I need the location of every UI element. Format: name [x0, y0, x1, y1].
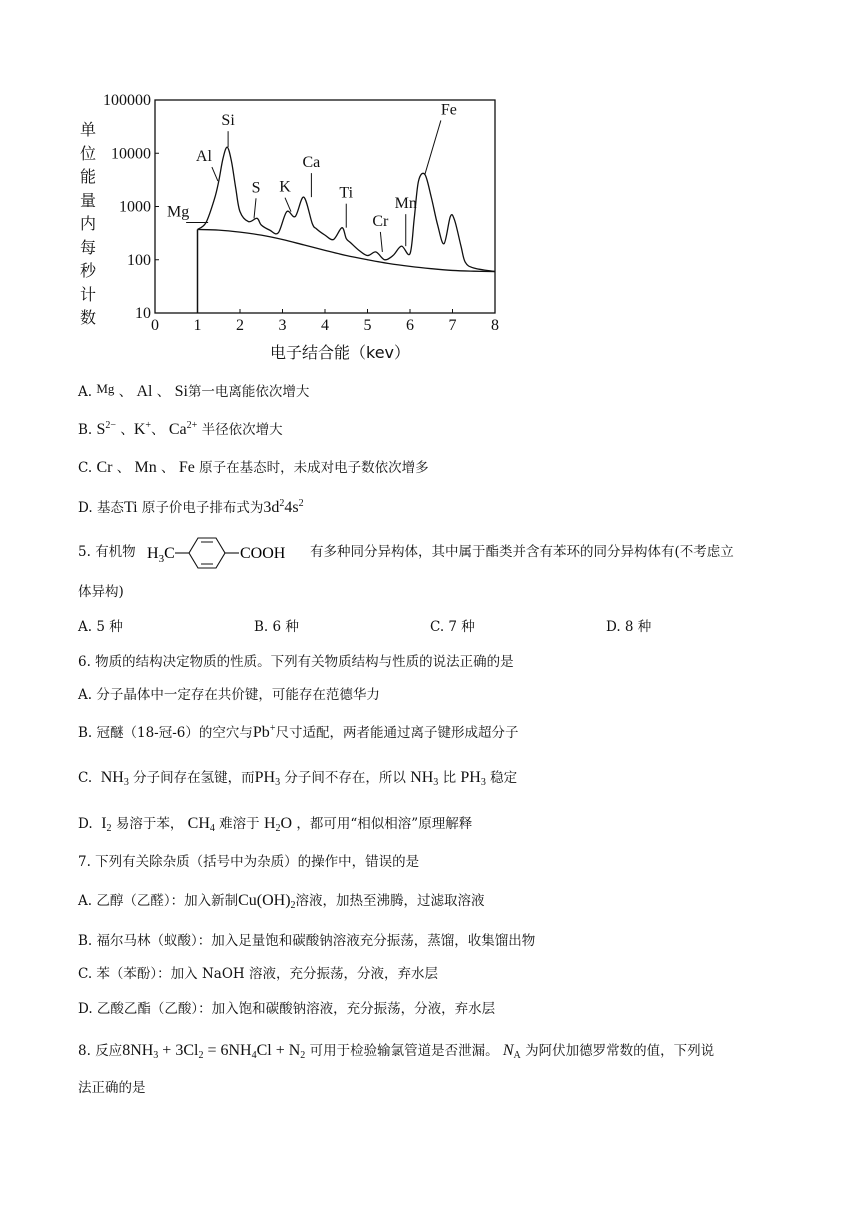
q4-option-a: A. Mg 、 Al 、 Si第一电离能依次增大: [78, 381, 310, 400]
q5-stem-cont: 有多种同分异构体，其中属于酯类并含有苯环的同分异构体有(不考虑立: [310, 544, 734, 560]
q6-stem: 6. 物质的结构决定物质的性质。下列有关物质结构与性质的说法正确的是: [78, 654, 514, 670]
x-tick-label: 2: [236, 317, 244, 334]
x-tick-label: 5: [363, 317, 372, 334]
q6-option-a: A. 分子晶体中一定存在共价键，可能存在范德华力: [78, 687, 380, 703]
q5-stem-end: 体异构): [78, 584, 124, 600]
y-tick-label: 100: [127, 251, 151, 269]
q5-option-a: A. 5 种: [78, 619, 123, 635]
q5-option-b: B. 6 种: [254, 619, 299, 635]
q4-option-d: D. 基态Ti 原子价电子排布式为$3d^24s^2$: [78, 498, 304, 516]
y-tick-label: 10: [135, 305, 151, 322]
q7-option-b: B. 福尔马林（蚁酸）：加入足量饱和碳酸钠溶液充分振荡，蒸馏，收集馏出物: [78, 933, 536, 949]
element-annotation: Mn: [394, 195, 417, 213]
x-tick-label: 3: [278, 317, 287, 334]
background-curve: [198, 229, 496, 271]
q6-option-d: D. $I_2$ 易溶于苯， $CH_4$ 难溶于 $H_2O$ ，都可用“相似相溶”原理解释: [78, 815, 473, 834]
element-annotation: K: [279, 178, 291, 196]
p-toluic-acid-structure: [147, 536, 307, 570]
y-axis-label: 单位能量内每秒计数: [79, 120, 96, 327]
q8-stem: 8. 反应$8NH_3 + 3Cl_2 = 6NH_4Cl + N_2$ 可用于检验输氯管道是否泄漏。 $N_A$ 为阿伏加德罗常数的值，下列说: [78, 1042, 715, 1061]
q5-option-c: C. 7 种: [430, 619, 475, 635]
x-tick-label: 8: [491, 317, 499, 334]
x-tick-label: 6: [406, 317, 414, 334]
xray-spectrum-chart: [70, 85, 510, 345]
x-axis-label: 电子结合能（kev）: [270, 343, 411, 362]
x-tick-label: 1: [193, 317, 202, 334]
q7-option-d: D. 乙酸乙酯（乙酸）：加入饱和碳酸钠溶液，充分振荡，分液，弃水层: [78, 1001, 496, 1017]
svg-text:H3C: $H_3C$: [147, 545, 175, 565]
element-annotation: Ti: [339, 184, 354, 202]
q7-option-c: C. 苯（苯酚）：加入 NaOH 溶液，充分振荡，分液，弃水层: [78, 966, 438, 982]
q6-option-c: C. $NH_3$ 分子间存在氢键，而$PH_3$ 分子间不存在，所以 $NH_3$ 比 $PH_3$ 稳定: [78, 769, 518, 788]
y-tick-label: 1000: [119, 198, 151, 216]
q5-option-d: D. 8 种: [606, 619, 652, 635]
element-annotation: Cr: [372, 212, 389, 230]
plot-frame: [155, 100, 495, 313]
q4-option-b: B. $S^{2-}$ 、K+、 $Ca^{2+}$ 半径依次增大: [78, 420, 283, 438]
q8-stem-end: 法正确的是: [78, 1080, 146, 1096]
q4-option-c: C. Cr 、 Mn 、 Fe 原子在基态时，未成对电子数依次增多: [78, 459, 429, 476]
annotation-leader: [212, 167, 218, 181]
x-tick-label: 4: [321, 317, 329, 334]
element-annotation: Si: [221, 112, 235, 130]
annotation-leader: [425, 120, 441, 174]
y-tick-label: 100000: [103, 92, 151, 109]
annotation-leader: [285, 198, 291, 212]
q5-stem: 5. 有机物: [78, 544, 136, 560]
svg-text:COOH: COOH: [240, 545, 286, 562]
element-annotation: Fe: [440, 101, 457, 119]
q7-stem: 7. 下列有关除杂质（括号中为杂质）的操作中，错误的是: [78, 854, 420, 870]
annotation-leader: [254, 198, 256, 218]
x-tick-label: 7: [448, 317, 457, 334]
q6-option-b: B. 冠醚（18-冠-6）的空穴与Pb+尺寸适配，两者能通过离子键形成超分子: [78, 723, 519, 741]
annotation-leader: [380, 232, 382, 252]
y-tick-label: 10000: [111, 145, 151, 163]
element-annotation: S: [251, 179, 261, 197]
q7-option-a: A. 乙醇（乙醛）：加入新制$Cu(OH)_2$溶液，加热至沸腾，过滤取溶液: [78, 892, 485, 911]
element-annotation: Ca: [302, 154, 321, 172]
x-tick-label: 0: [151, 317, 159, 334]
element-annotation: Mg: [167, 203, 190, 221]
element-annotation: Al: [195, 148, 212, 166]
